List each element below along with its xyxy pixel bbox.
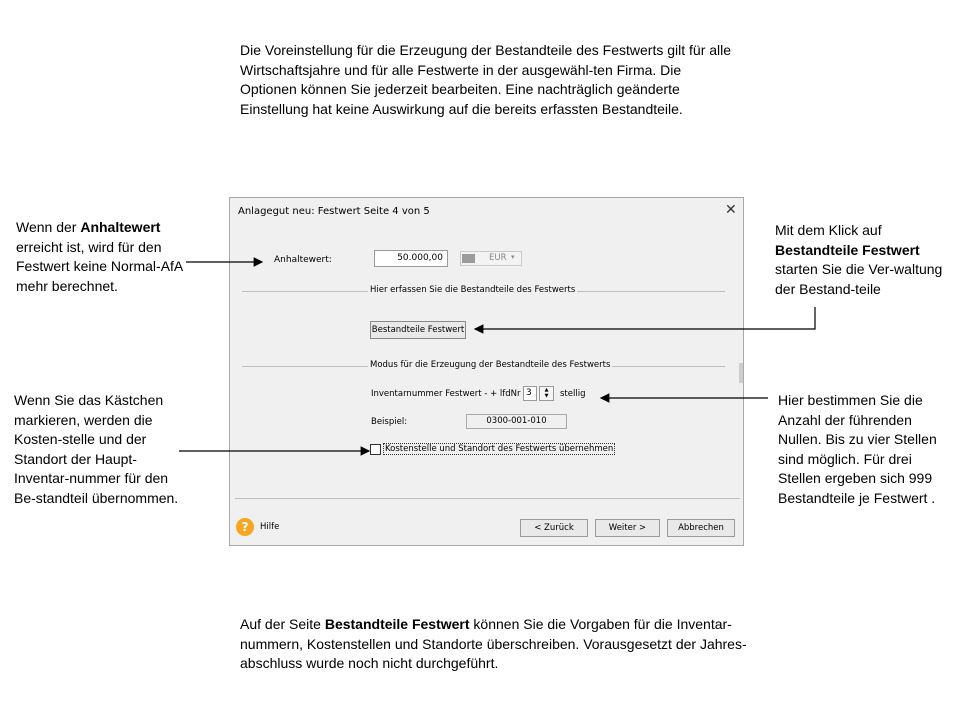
anhaltewert-label: Anhaltewert:	[274, 255, 332, 265]
close-icon[interactable]: ✕	[725, 202, 737, 218]
note-anhaltewert: Wenn der Anhaltewert erreicht ist, wird für den Festwert keine Normal-AfA mehr berechnet.	[16, 219, 183, 294]
stellig-label: stellig	[560, 389, 586, 399]
section-modus-label: Modus für die Erzeugung der Bestandteile des Festwerts	[370, 360, 611, 370]
stepper-up-icon[interactable]: ▲	[544, 387, 549, 393]
section-bestandteile-label: Hier erfassen Sie die Bestandteile des Festwerts	[370, 285, 576, 295]
kostenstelle-checkbox-label[interactable]: Kostenstelle und Standort des Festwerts übernehmen	[385, 444, 614, 454]
chevron-down-icon: ▾	[511, 253, 515, 261]
bestandteile-festwert-button[interactable]: Bestandteile Festwert	[370, 321, 466, 339]
currency-value: EUR	[489, 253, 507, 263]
inventarnummer-label: Inventarnummer Festwert - + lfdNr	[371, 389, 521, 399]
arrow-bestandteile	[475, 307, 815, 329]
note-bestandteile: Mit dem Klick auf Bestandteile Festwert starten Sie die Ver-waltung der Bestand-teile	[775, 222, 943, 297]
next-button[interactable]: Weiter >	[595, 519, 660, 537]
back-button[interactable]: < Zurück	[520, 519, 588, 537]
help-icon[interactable]: ?	[236, 518, 254, 536]
note-stellen: Hier bestimmen Sie die Anzahl der führenden Nullen. Bis zu vier Stellen sind möglich. Für drei Stellen ergeben sich 999 Bestandteile je Festwert .	[778, 392, 937, 506]
stepper-down-icon[interactable]: ▼	[544, 393, 549, 399]
cancel-button[interactable]: Abbrechen	[667, 519, 735, 537]
beispiel-value: 0300-001-010	[466, 414, 567, 429]
digits-input[interactable]: 3	[523, 386, 537, 401]
help-label[interactable]: Hilfe	[260, 522, 280, 532]
intro-text: Die Voreinstellung für die Erzeugung der Bestandteile des Festwerts gilt für alle Wirtschaftsjahre und für alle Festwerte in der ausgewähl-ten Firma. Die Optionen können Sie jederzeit bearbeiten. Eine nachträglich geänderte Einstellung hat keine Auswirkung auf die bereits erfassten Bestandteile.	[240, 42, 732, 117]
beispiel-label: Beispiel:	[371, 417, 408, 427]
dialog-title: Anlagegut neu: Festwert Seite 4 von 5	[238, 206, 430, 217]
outro-text: Auf der Seite Bestandteile Festwert können Sie die Vorgaben für die Inventar-nummern, Kostenstellen und Standorte überschreiben. Vorausgesetzt der Jahres-abschluss wurde noch nicht durchgeführt.	[240, 616, 747, 671]
anhaltewert-input[interactable]: 50.000,00	[374, 250, 448, 267]
note-checkbox: Wenn Sie das Kästchen markieren, werden die Kosten-stelle und der Standort der Haupt-Inventar-nummer für den Be-standteil übernommen.	[14, 392, 179, 506]
